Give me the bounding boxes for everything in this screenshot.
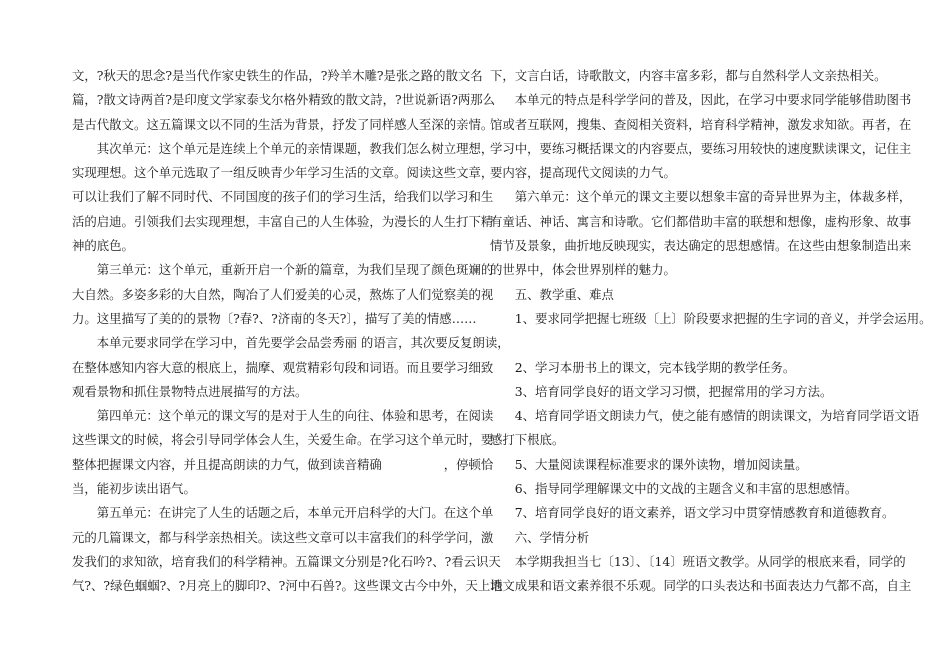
text-line: 实现理想。这个单元选取了一组反映青少年学习生活的文章。阅读这些文章，: [72, 165, 494, 181]
text-line: 2、学习本册书上的课文，完本钱学期的教学任务。: [490, 359, 796, 375]
text-line: 整体把握课文内容，并且提高朗读的力气，做到读音精确 ，停顿恰: [72, 456, 494, 472]
text-line: 气?、?绿色蝈蝈?、?月亮上的脚印?、?河中石兽?。这些课文古今中外，天上地: [72, 578, 503, 594]
text-line: 发我们的求知欲，培育我们的科学精神。五篇课文分别是?化石吟?、?看云识天: [72, 553, 501, 569]
text-line: 元的几篇课文，都与科学亲热相关。读这些文章可以丰富我们的科学学问，激: [72, 529, 494, 545]
text-line: 活的启迪。引领我们去实现理想，丰富自己的人生体验，为漫长的人生打下精: [72, 213, 494, 229]
text-line: 大自然。多姿多彩的大自然，陶冶了人们爱美的心灵，熬炼了人们觉察美的视: [72, 286, 494, 302]
text-line: 在整体感知内容大意的根底上，揣摩、观赏精彩句段和词语。而且要学习细致: [72, 359, 494, 375]
text-line: 的世界中，体会世界别样的魅力。: [490, 262, 676, 278]
text-line: 这些课文的时候，将会引导同学体会人生，关爱生命。在学习这个单元时，要: [72, 432, 494, 448]
text-line: 有童话、神话、寓言和诗歌。它们都借助丰富的联想和想像，虚构形象、故事: [490, 213, 912, 229]
text-line: 当，能初步读出语气。: [72, 481, 196, 497]
text-line: 学习中，要练习概括课文的内容要点，要练习用较快的速度默读课文，记住主: [490, 140, 912, 156]
right-column: [490, 64, 932, 599]
text-line: 语文成果和语文素养很不乐观。同学的口头表达和书面表达力气都不高，自主: [490, 578, 912, 594]
text-line: 篇，?散文诗两首?是印度文学家泰戈尔格外精致的散文詩，?世说新语?两那么: [72, 92, 496, 108]
text-line: 第六单元：这个单元的课文主要以想象丰富的奇异世界为主，体裁多样，: [490, 189, 912, 205]
text-line: 1、要求同学把握七班级〔上〕阶段要求把握的生字词的音义，并学会运用。: [490, 310, 932, 326]
text-line: 第四单元：这个单元的课文写的是对于人生的向往、体验和思考，在阅读: [72, 408, 494, 424]
text-line: 六、学情分析: [490, 529, 590, 545]
text-line: 下，文言白话，诗歌散文，内容丰富多彩，都与自然科学人文亲热相关。: [490, 68, 887, 83]
text-line: 感打下根底。: [490, 432, 565, 448]
text-line: 本学期我担当七〔13〕、〔14〕班语文教学。从同学的根底来看，同学的: [490, 553, 906, 569]
left-column: [72, 64, 510, 599]
text-line: 7、培育同学良好的语文素养，语文学习中贯穿情感教育和道德教育。: [490, 505, 895, 521]
text-line: 力。这里描写了美的的景物〔?春?、?济南的冬天?〕，描写了美的情感……: [72, 310, 477, 326]
text-line: 5、大量阅读课程标准要求的课外读物，增加阅读量。: [490, 456, 808, 472]
text-line: 馆或者互联网，搜集、查阅相关资料，培育科学精神，激发求知欲。再者，在: [490, 116, 912, 132]
text-line: 观看景物和抓住景物特点进展描写的方法。: [72, 383, 308, 399]
text-line: 4、培育同学语文朗读力气，使之能有感情的朗读课文，为培育同学语文语: [490, 408, 920, 424]
text-line: 可以让我们了解不同时代、不同国度的孩子们的学习生活，给我们以学习和生: [72, 189, 494, 205]
text-line: 是古代散文。这五篇课文以不同的生活为背景，抒发了同样感人至深的亲情。: [72, 116, 494, 132]
text-line: 本单元要求同学在学习中，首先要学会品尝秀丽 的语言，其次要反复朗读，: [72, 335, 510, 351]
text-line: 要内容，提高现代文阅读的力气。: [490, 165, 676, 181]
text-line: 神的底色。: [72, 238, 134, 254]
text-line: 其次单元：这个单元是连续上个单元的亲情课题，教我们怎么树立理想，: [72, 140, 494, 156]
text-line: [490, 331, 882, 355]
text-line: 6、指导同学理解课文中的文战的主题含义和丰富的思想感情。: [490, 481, 858, 497]
text-line: 3、培育同学良好的语文学习习惯，把握常用的学习方法。: [490, 383, 833, 399]
text-line: 五、教学重、难点: [490, 286, 614, 302]
text-line: 情节及景象，曲折地反映现实，表达确定的思想感情。在这些由想象制造出来: [490, 238, 912, 254]
text-line: 第三单元：这个单元，重新开启一个新的篇章，为我们呈现了颜色斑斓的: [72, 262, 494, 278]
text-line: 文，?秋天的思念?是当代作家史铁生的作品，?羚羊木雕?是张之路的散文名: [72, 68, 483, 83]
text-line: 第五单元：在讲完了人生的话题之后，本单元开启科学的大门。在这个单: [72, 505, 494, 521]
text-line: 本单元的特点是科学学问的普及，因此，在学习中要求同学能够借助图书: [490, 92, 912, 108]
